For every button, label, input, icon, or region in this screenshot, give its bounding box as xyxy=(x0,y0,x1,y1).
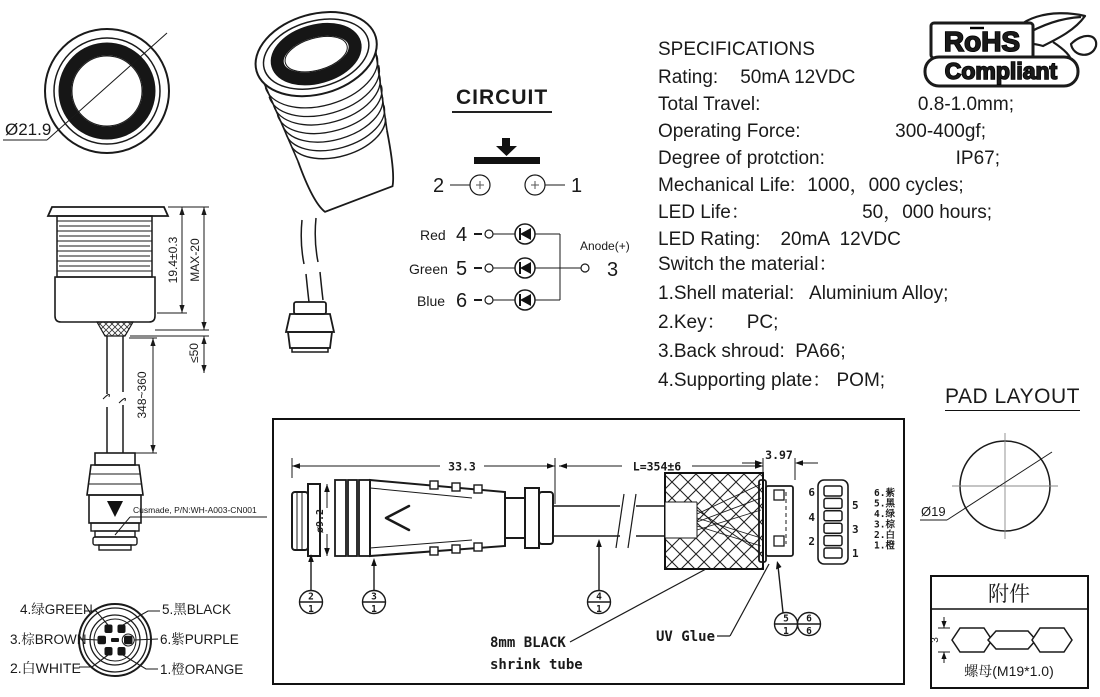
button-side-view xyxy=(25,195,295,565)
shrink-tube-label-2: shrink tube xyxy=(490,657,583,673)
pin-label-orange: 1.橙ORANGE xyxy=(160,662,244,677)
compliant-text: Compliant xyxy=(944,58,1058,84)
legend-item: 5.黑 xyxy=(874,498,895,510)
led-green-label: Green xyxy=(409,261,448,277)
button-side-drawing xyxy=(48,207,168,550)
switch-pin-1: 1 xyxy=(571,175,583,197)
rohs-logo xyxy=(923,6,1100,92)
legend-item: 2.白 xyxy=(874,530,895,541)
pin-num: 2 xyxy=(808,535,815,548)
spec-row-force xyxy=(658,118,1014,145)
spec-row-led-rating xyxy=(658,226,1014,253)
led-array xyxy=(474,224,589,310)
spec-label: Mechanical Life: xyxy=(658,175,796,196)
pad-layout-drawing xyxy=(918,408,1100,568)
balloon-bottom: 1 xyxy=(596,604,602,615)
legend-item: 6.紫 xyxy=(874,488,895,499)
side-dim-height: 19.4±0.3 xyxy=(166,236,180,284)
circuit-diagram xyxy=(395,110,675,325)
materials-panel xyxy=(658,250,1003,395)
shrink-tube-label-1: 8mm BLACK xyxy=(490,635,566,651)
balloon-top: 2 xyxy=(308,591,314,603)
specifications-title: SPECIFICATIONS xyxy=(658,39,815,60)
spec-value: 50，000 hours; xyxy=(862,202,992,223)
pin-num: 4 xyxy=(808,511,815,524)
spec-value: 20mA 12VDC xyxy=(780,229,901,250)
accessory-box xyxy=(930,575,1090,691)
pin-label-purple: 6.紫PURPLE xyxy=(160,632,239,647)
button-front-view xyxy=(0,5,200,180)
anode-pin: 3 xyxy=(607,259,619,281)
spec-label: Total Travel: xyxy=(658,94,761,115)
side-dim-max: MAX-20 xyxy=(188,238,202,282)
cable-assembly-drawing xyxy=(272,418,906,686)
dim-tail-length: 3.97 xyxy=(765,448,793,462)
dim-plug-diameter: ø9.2 xyxy=(315,508,326,534)
pad-layout-title: PAD LAYOUT xyxy=(930,385,1095,411)
pin-label-green: 4.绿GREEN xyxy=(20,602,93,617)
side-dim-cable-length: 348~360 xyxy=(135,371,149,419)
front-view-diameter-dim: Ø21.9 xyxy=(5,120,52,139)
balloon-bottom: 1 xyxy=(371,604,377,615)
spec-label: Rating: xyxy=(658,67,719,88)
spec-row-protection xyxy=(658,145,1014,172)
spec-value: 1000，000 cycles; xyxy=(807,175,964,196)
uv-glue-label: UV Glue xyxy=(656,629,716,645)
led-green-pin: 5 xyxy=(456,258,468,280)
spec-label: Operating Force: xyxy=(658,121,801,142)
pin-label-white: 2.白WHITE xyxy=(10,660,81,676)
led-red-label: Red xyxy=(420,227,446,243)
side-dim-lt50: ≤50 xyxy=(187,343,201,363)
spec-value: 300-400gf; xyxy=(895,121,986,142)
rohs-text: RoHS xyxy=(943,26,1021,57)
accessory-title: 附件 xyxy=(988,583,1030,606)
balloon-top: 5 xyxy=(783,613,789,625)
spec-label: LED Life： xyxy=(658,202,750,223)
legend-item: 4.绿 xyxy=(874,509,895,520)
pin-num: 3 xyxy=(852,523,859,536)
pin-label-brown: 3.棕BROWN xyxy=(10,632,87,647)
anode-label: Anode(+) xyxy=(580,239,630,253)
balloon-top: 3 xyxy=(371,591,377,603)
switch-symbol xyxy=(450,138,565,195)
dim-connector-length: 33.3 xyxy=(448,459,476,474)
nut-thickness-dim: 3 xyxy=(930,637,941,643)
spec-value: 50mA 12VDC xyxy=(740,67,856,88)
pad-diameter-dim: Ø19 xyxy=(921,504,946,519)
balloon-bottom: 1 xyxy=(783,626,789,637)
pin-num: 1 xyxy=(852,547,859,560)
pin-num: 5 xyxy=(852,499,859,512)
pin-num: 6 xyxy=(808,486,815,499)
spec-label: Degree of protction: xyxy=(658,148,825,169)
part-number-label: Cusmade, P/N:WH-A003-CN001 xyxy=(133,505,257,515)
pin-label-black: 5.黑BLACK xyxy=(162,602,232,617)
wire-color-legend xyxy=(874,487,895,552)
balloon-top: 4 xyxy=(596,591,602,603)
led-blue-label: Blue xyxy=(417,293,446,309)
material-item: 4.Supporting plate： POM; xyxy=(658,370,886,391)
spec-row-led-life xyxy=(658,199,1014,226)
materials-title: Switch the material： xyxy=(658,254,838,275)
material-item: 2.Key： PC; xyxy=(658,312,779,333)
dim-cable-length: L=354±6 xyxy=(632,459,682,474)
shrink-tube-block xyxy=(665,473,763,569)
legend-item: 1.橙 xyxy=(874,540,895,552)
led-red-pin: 4 xyxy=(456,224,468,246)
balloon-bottom: 6 xyxy=(806,626,812,637)
led-blue-pin: 6 xyxy=(456,290,468,312)
pad-circle xyxy=(920,433,1058,539)
spec-row-travel xyxy=(658,91,1014,118)
spec-value: 0.8-1.0mm; xyxy=(917,94,1014,115)
assembly-border xyxy=(273,419,904,684)
spec-label: LED Rating: xyxy=(658,229,761,250)
balloon-bottom: 1 xyxy=(308,604,314,615)
nut-drawing xyxy=(952,628,1072,652)
switch-pin-2: 2 xyxy=(433,175,445,197)
material-item: 3.Back shroud: PA66; xyxy=(658,341,846,362)
material-item: 1.Shell material: Aluminium Alloy; xyxy=(658,283,949,304)
legend-item: 3.棕 xyxy=(874,519,895,531)
spec-row-mech-life xyxy=(658,172,1014,199)
circuit-title: CIRCUIT xyxy=(452,86,552,113)
nut-label: 螺母(M19*1.0) xyxy=(964,663,1054,679)
balloon-top: 6 xyxy=(806,613,812,625)
connector-pinout-view xyxy=(10,583,280,697)
spec-value: IP67; xyxy=(955,148,1000,169)
